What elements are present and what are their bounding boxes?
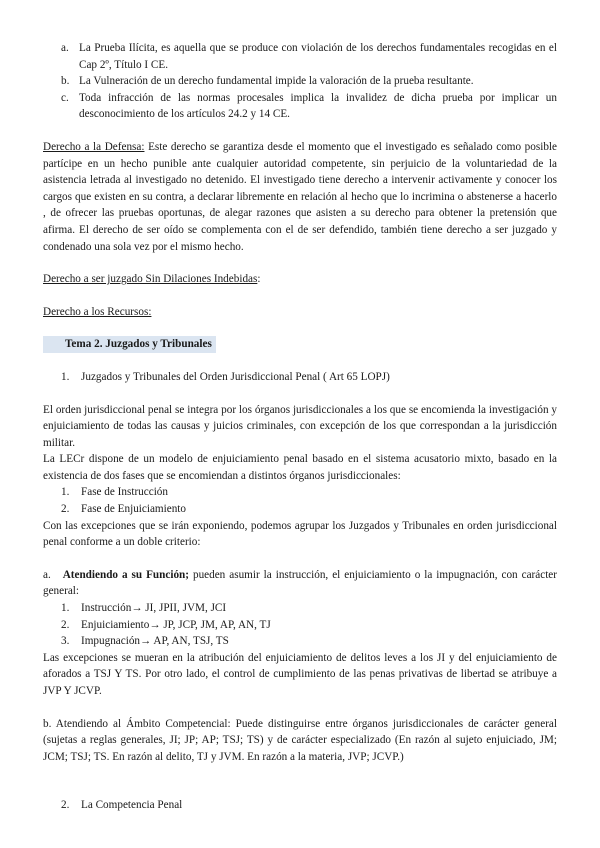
dilaciones-suffix: :: [257, 273, 261, 286]
document-body: [43, 40, 557, 814]
list-item: [43, 73, 557, 90]
list-text: La Competencia Penal: [81, 799, 183, 812]
list-item: [43, 90, 557, 123]
list-item: [43, 484, 557, 501]
list-marker: 1.: [61, 602, 70, 615]
recursos-heading: Derecho a los Recursos:: [43, 305, 152, 318]
funcion-bold: Atendiendo a su Función;: [62, 568, 189, 581]
list-item: [43, 501, 557, 518]
list-item: [43, 369, 557, 386]
list-text: Impugnación→ AP, AN, TSJ, TS: [81, 635, 229, 648]
list-marker: 2.: [61, 799, 70, 812]
list-marker: 2.: [61, 618, 70, 631]
list-marker: 1.: [61, 486, 70, 499]
list-marker: 3.: [61, 635, 70, 648]
list-marker: 1.: [61, 370, 70, 383]
section-2-heading: [43, 797, 557, 814]
lecr-paragraph: La LECr dispone de un modelo de enjuiciamiento penal basado en el sistema acusatorio mixto, basado en la existencia de dos fases que se encomiendan a distintos órganos jurisdiccionales:: [43, 453, 557, 482]
list-text: Instrucción→ JI, JPII, JVM, JCI: [81, 602, 227, 615]
tema-heading-row: [43, 336, 557, 353]
list-item: [43, 40, 557, 73]
dilaciones-heading: Derecho a ser juzgado Sin Dilaciones Indebidas: [43, 273, 258, 286]
list-text: Fase de Instrucción: [81, 486, 168, 499]
tema-heading: Tema 2. Juzgados y Tribunales: [43, 336, 216, 353]
list-text: Juzgados y Tribunales del Orden Jurisdiccional Penal ( Art 65 LOPJ): [81, 370, 390, 383]
list-text: Toda infracción de las normas procesales implica la invalidez de dicha prueba por implicar un desconocimiento de los artículos 24.2 y 14 CE.: [79, 91, 557, 121]
list-marker: c.: [61, 91, 69, 104]
fases-list: [43, 484, 557, 517]
list-item: [43, 797, 557, 814]
recursos-paragraph: [43, 304, 557, 321]
section-1-heading: [43, 369, 557, 386]
dilaciones-paragraph: [43, 271, 557, 288]
excepciones-paragraph: Con las excepciones que se irán exponiendo, podemos agrupar los Juzgados y Tribunales en orden jurisdiccional penal conforme a un doble criterio:: [43, 519, 557, 549]
funcion-paragraph: [43, 567, 557, 600]
list-item: [43, 617, 557, 634]
list-text: Enjuiciamiento→ JP, JCP, JM, AP, AN, TJ: [81, 618, 271, 631]
funcion-list: [43, 600, 557, 650]
orden-paragraph: El orden jurisdiccional penal se integra por los órganos jurisdiccionales a los que se encomienda la investigación y enjuiciamiento de todas las causas y juicios criminales, con excepción de los que correspondan a la jurisdicción militar.: [43, 403, 557, 449]
list-text: La Vulneración de un derecho fundamental impide la valoración de la prueba resultante.: [79, 75, 474, 88]
list-marker: a.: [61, 42, 69, 54]
prueba-ilicita-list: [43, 40, 557, 123]
list-marker: 2.: [61, 503, 70, 516]
competencial-paragraph: b. Atendiendo al Ámbito Competencial: Puede distinguirse entre órganos jurisdiccionales de carácter general (sujetas a reglas generales, JI; JP; AP; TSJ; TS) y de carácter especializado (En razón al sujeto enjuiciado, JM; JCM; TSJ; TS. En razón al delito, TJ y JVM. En razón a la materia, JVP; JCVP.): [43, 717, 557, 763]
defensa-paragraph: [43, 139, 557, 255]
list-text: Fase de Enjuiciamiento: [81, 503, 187, 516]
funcion-marker: a.: [43, 568, 51, 581]
list-marker: b.: [61, 75, 70, 88]
funcion-text: pueden asumir la instrucción, el enjuiciamiento o la impugnación, con carácter general:: [43, 568, 558, 598]
list-item: [43, 600, 557, 617]
defensa-text: Este derecho se garantiza desde el momento que el investigado es señalado como posible partícipe en un hecho punible ante cualquier autoridad competente, sin perjuicio de la voluntariedad de la asistencia letrada al investigado no detenido. El investigado tiene derecho a intervenir activamente y conocer los cargos que existen en su contra, a declarar libremente en relación al hecho que lo incrimina o abstenerse a hacerlo , de ofrecer las pruebas oportunas, de alegar razones que asisten a su derecho para obtener la pretensión que afirma. El derecho de ser oído se complementa con el de ser defendido, también tiene derecho a ser juzgado y condenado una sola vez por el mismo hecho.: [43, 140, 557, 253]
atribucion-paragraph: Las excepciones se mueran en la atribución del enjuiciamiento de delitos leves a los JI y del enjuiciamiento de aforados a TSJ Y TS. Por otro lado, el control de cumplimiento de las penas privativas de libertad se atribuye a JVP Y JCVP.: [43, 651, 557, 697]
defensa-heading: Derecho a la Defensa:: [43, 140, 145, 153]
list-text: La Prueba Ilícita, es aquella que se produce con violación de los derechos fundamentales recogidas en el Cap 2º, Título I CE.: [79, 42, 557, 71]
list-item: [43, 633, 557, 650]
